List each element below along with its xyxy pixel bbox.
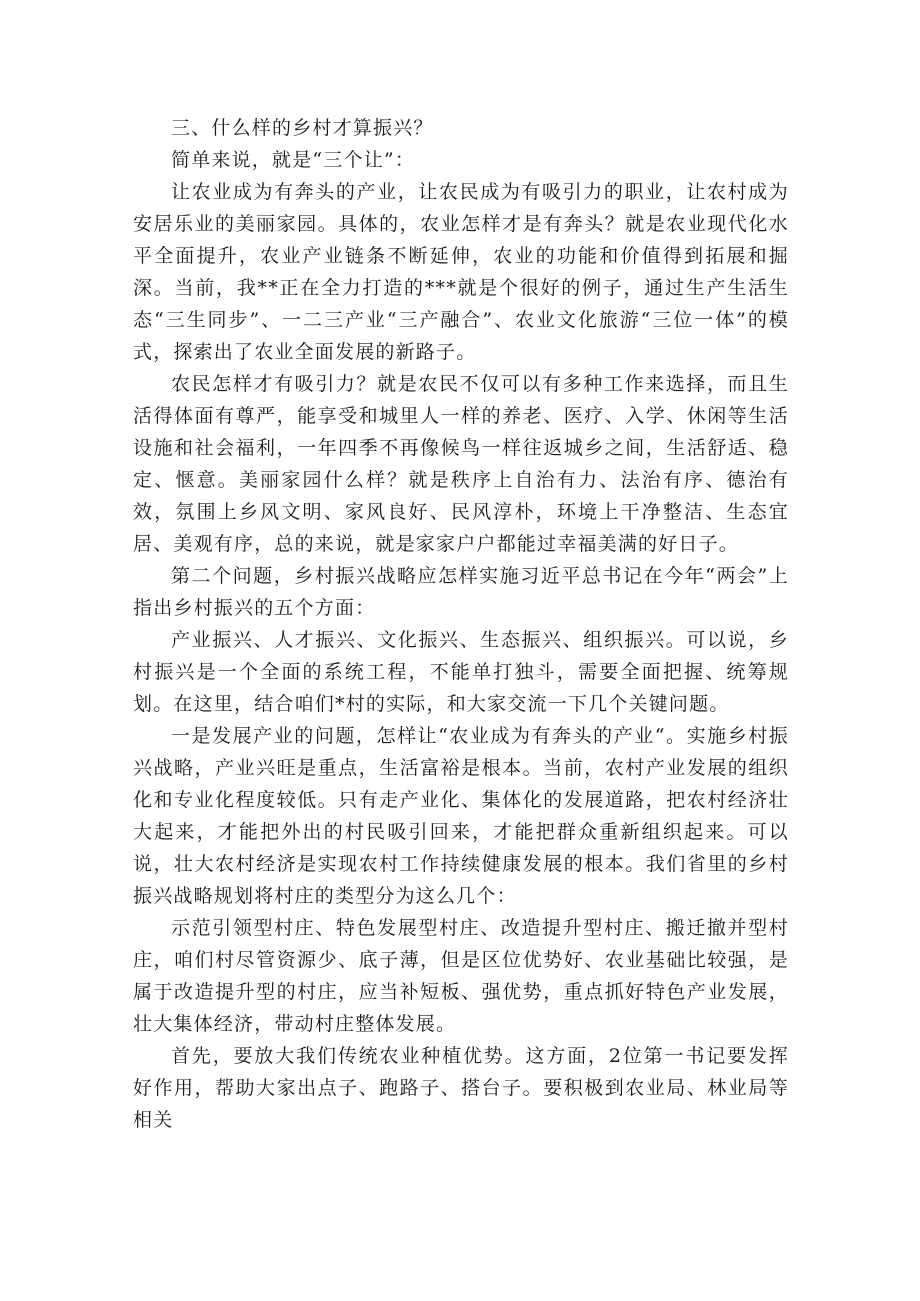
paragraph-5: 产业振兴、人才振兴、文化振兴、生态振兴、组织振兴。可以说，乡村振兴是一个全面的系统工程，不能单打独斗，需要全面把握、统筹规划。在这里，结合咱们*村的实际，和大家交流一下几个关键问题。 — [133, 629, 789, 715]
document-body — [133, 112, 789, 1136]
paragraph-1: 简单来说，就是“三个让”： — [171, 149, 416, 171]
paragraph-2: 让农业成为有奔头的产业，让农民成为有吸引力的职业，让农村成为安居乐业的美丽家园。具体的，农业怎样才是有奔头？就是农业现代化水平全面提升，农业产业链条不断延伸，农业的功能和价值得到拓展和掘深。当前，我**正在全力打造的***就是个很好的例子，通过生产生活生态“三生同步”、一二三产业“三产融合”、农业文化旅游“三位一体”的模式，探索出了农业全面发展的新路子。 — [133, 181, 789, 363]
paragraph-7: 示范引领型村庄、特色发展型村庄、改造提升型村庄、搬迁撤并型村庄，咱们村尽管资源少、底子薄，但是区位优势好、农业基础比较强，是属于改造提升型的村庄，应当补短板、强优势，重点抓好特色产业发展，壮大集体经济，带动村庄整体发展。 — [133, 917, 789, 1035]
paragraph-4: 第二个问题，乡村振兴战略应怎样实施习近平总书记在今年“两会”上指出乡村振兴的五个方面： — [133, 565, 789, 619]
paragraph-6: 一是发展产业的问题，怎样让“农业成为有奔头的产业“。实施乡村振兴战略，产业兴旺是重点，生活富裕是根本。当前，农村产业发展的组织化和专业化程度较低。只有走产业化、集体化的发展道路，把农村经济壮大起来，才能把外出的村民吸引回来，才能把群众重新组织起来。可以说，壮大农村经济是实现农村工作持续健康发展的根本。我们省里的乡村振兴战略规划将村庄的类型分为这么几个： — [133, 725, 789, 907]
section-heading: 三、什么样的乡村才算振兴？ — [171, 117, 434, 139]
paragraph-3: 农民怎样才有吸引力？就是农民不仅可以有多种工作来选择，而且生活得体面有尊严，能享受和城里人一样的养老、医疗、入学、休闲等生活设施和社会福利，一年四季不再像候鸟一样往返城乡之间，生活舒适、稳定、惬意。美丽家园什么样？就是秩序上自治有力、法治有序、德治有效，氛围上乡风文明、家风良好、民风淳朴，环境上干净整洁、生态宜居、美观有序，总的来说，就是家家户户都能过幸福美满的好日子。 — [133, 373, 789, 555]
paragraph-8: 首先，要放大我们传统农业种植优势。这方面，2位第一书记要发挥好作用，帮助大家出点子、跑路子、搭台子。要积极到农业局、林业局等相关 — [133, 1045, 789, 1131]
